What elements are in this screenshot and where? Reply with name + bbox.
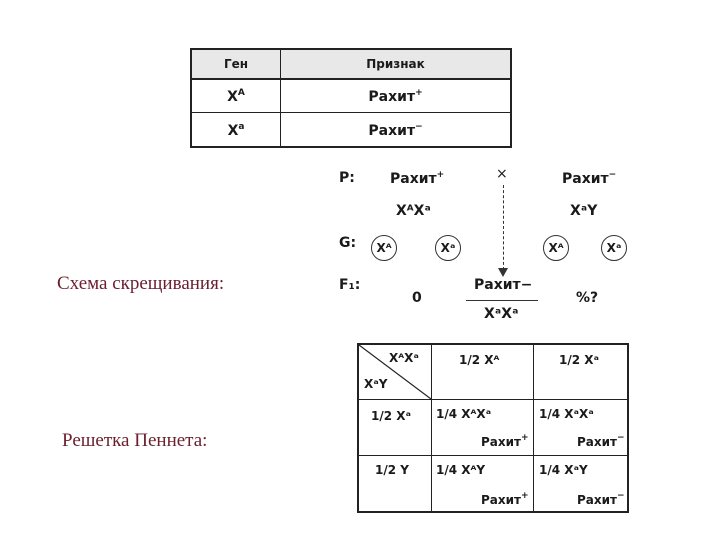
gamete: Xᴬ xyxy=(371,235,397,261)
cell-genotype: 1/4 XᵃXᵃ xyxy=(539,407,594,421)
f1-label: F₁: xyxy=(339,277,361,293)
grid-line xyxy=(359,455,627,456)
f1-fraction-line xyxy=(466,300,538,301)
cross-arrow-shaft xyxy=(503,185,504,270)
male-genotype: XᵃY xyxy=(570,203,598,219)
cell-trait: Рахит− xyxy=(577,491,625,507)
cell-genotype: 1/4 XᴬY xyxy=(436,463,486,477)
header-gene: Ген xyxy=(223,57,249,71)
gamete: Xᵃ xyxy=(435,235,461,261)
cross-symbol: × xyxy=(496,166,508,182)
trait-cell: Рахит− xyxy=(368,122,423,139)
gene-cell: $X^a$ xyxy=(227,122,245,139)
header-trait: Признак xyxy=(366,57,425,71)
table-row xyxy=(192,113,510,148)
punnett-square xyxy=(357,343,629,513)
table-row xyxy=(192,80,510,113)
p-label: P: xyxy=(339,170,355,186)
grid-line xyxy=(431,345,432,511)
cell-trait: Рахит− xyxy=(577,433,625,449)
gene-cell: $X^A$ xyxy=(227,87,245,105)
cell-genotype: 1/4 XᵃY xyxy=(539,463,588,477)
cell-trait: Рахит+ xyxy=(481,433,529,449)
f1-percent: %? xyxy=(576,290,599,306)
gene-trait-table xyxy=(190,48,512,148)
cell-trait: Рахит+ xyxy=(481,491,529,507)
gamete: Xᴬ xyxy=(543,235,569,261)
trait-cell: Рахит+ xyxy=(368,87,423,105)
cell-genotype: 1/4 XᴬXᵃ xyxy=(436,407,492,421)
col-header: 1/2 Xᵃ xyxy=(559,353,600,367)
corner-top-label: XᴬXᵃ xyxy=(389,351,419,365)
f1-genotype: XᵃXᵃ xyxy=(484,306,519,322)
f1-trait: Рахит− xyxy=(474,277,533,293)
grid-line xyxy=(359,399,627,400)
f1-zero: 0 xyxy=(412,290,422,306)
scheme-caption: Схема скрещивания: xyxy=(57,273,225,294)
punnett-caption: Решетка Пеннета: xyxy=(62,430,208,451)
female-genotype: XᴬXᵃ xyxy=(396,203,431,219)
table-header-row xyxy=(192,50,510,80)
col-header: 1/2 Xᴬ xyxy=(459,353,500,367)
gamete: Xᵃ xyxy=(601,235,627,261)
g-label: G: xyxy=(339,235,357,251)
row-header: 1/2 Y xyxy=(375,463,409,477)
female-trait: Рахит+ xyxy=(390,170,445,187)
cross-arrow-head xyxy=(498,268,508,277)
row-header: 1/2 Xᵃ xyxy=(371,409,412,423)
grid-line xyxy=(533,345,534,511)
male-trait: Рахит− xyxy=(562,170,617,187)
corner-bottom-label: XᵃY xyxy=(364,377,388,391)
